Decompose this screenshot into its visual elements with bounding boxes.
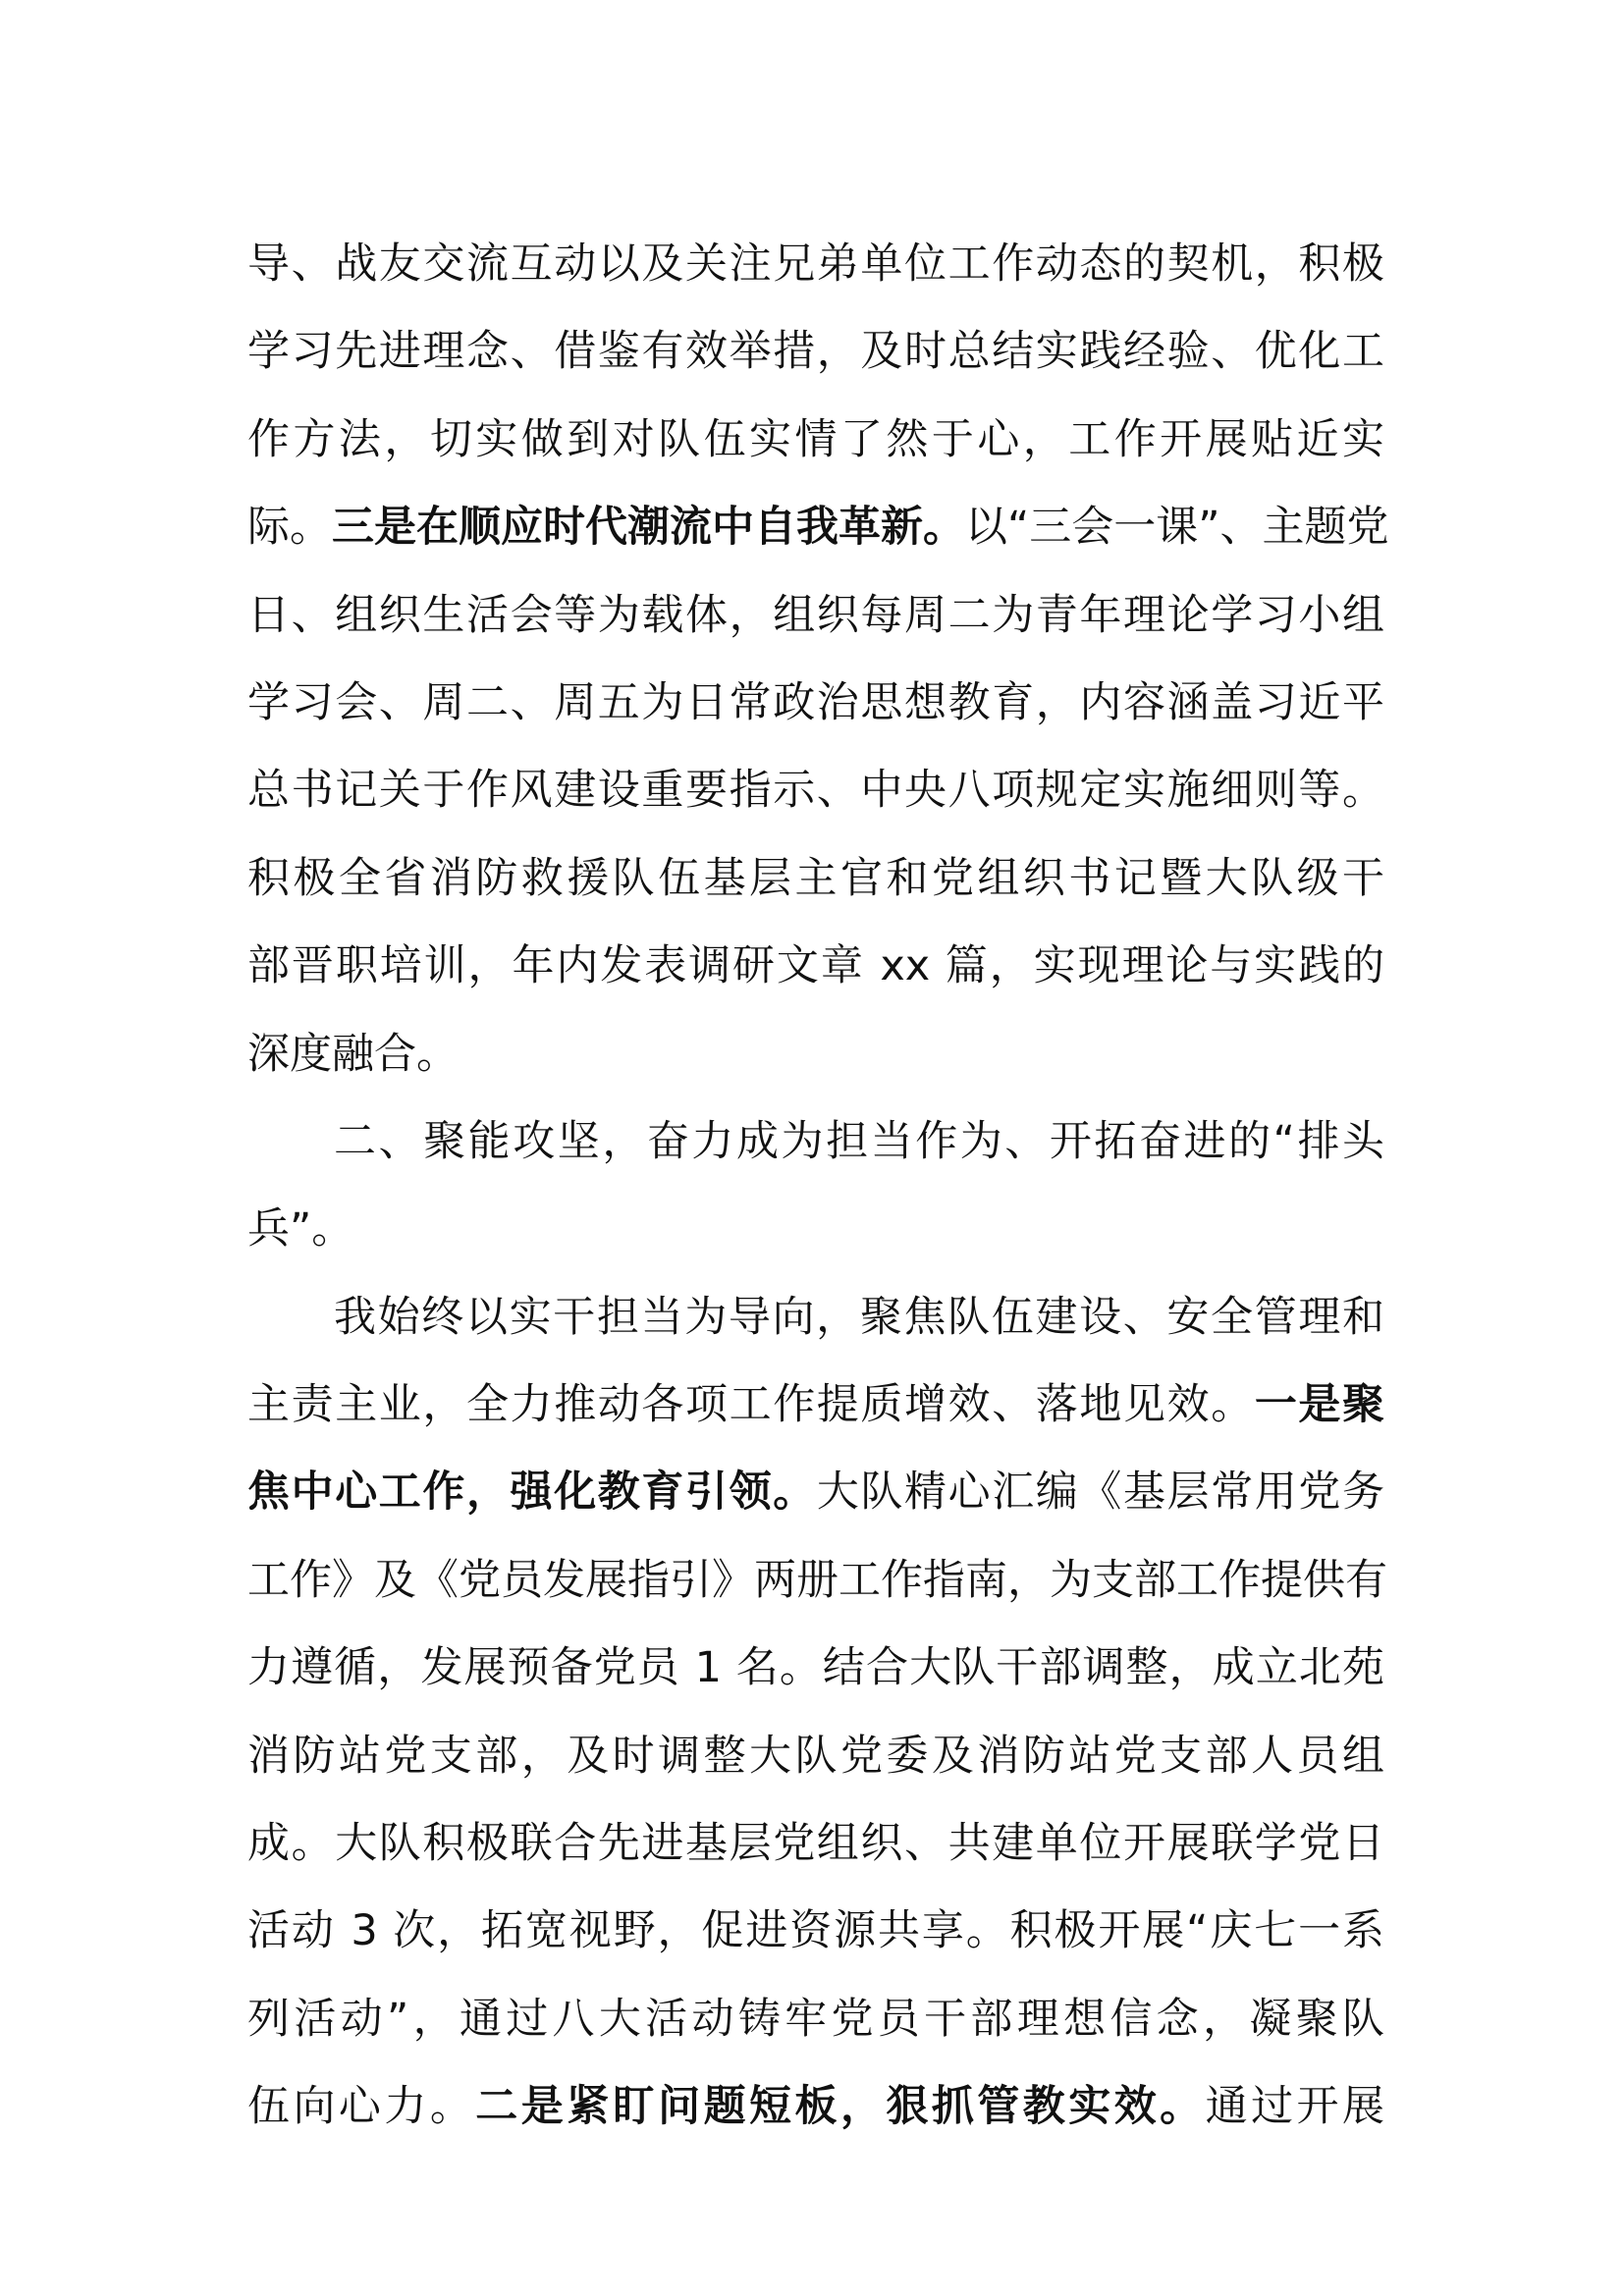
bold-text-run: 焦中心工作，强化教育引领。 [247, 1468, 817, 1518]
text-line [247, 2063, 1384, 2151]
text-line [247, 484, 1389, 571]
text-line [247, 221, 1384, 308]
text-run: 通过开展 [1205, 2082, 1385, 2132]
text-run: 力遵循，发展预备党员 1 名。结合大队干部调整，成立北苑 [247, 1643, 1384, 1693]
text-line [247, 835, 1384, 923]
text-run: 深度融合。 [247, 1029, 459, 1079]
bold-text-run: 三是在顺应时代潮流中自我革新。 [332, 503, 965, 553]
bold-text-run: 二是紧盯问题短板，狠抓管教实效。 [475, 2082, 1206, 2132]
bold-text-run: 一是聚 [1254, 1380, 1385, 1430]
text-line [247, 397, 1384, 484]
text-line [247, 1537, 1387, 1625]
text-line [247, 660, 1384, 747]
text-run: 大队精心汇编《基层常用党务 [816, 1468, 1385, 1518]
text-run: 以“三会一课”、主题党 [965, 503, 1389, 553]
text-line [247, 1274, 1384, 1362]
text-line [247, 1800, 1384, 1888]
text-run: 总书记关于作风建设重要指示、中央八项规定实施细则等。 [247, 766, 1384, 816]
text-line [247, 1449, 1384, 1536]
text-run: 列活动”，通过八大活动铸牢党员干部理想信念，凝聚队 [247, 1994, 1384, 2044]
text-run: 主责主业，全力推动各项工作提质增效、落地见效。 [247, 1380, 1255, 1430]
text-run: 际。 [247, 503, 332, 553]
text-run: 活动 3 次，拓宽视野，促进资源共享。积极开展“庆七一系 [247, 1906, 1384, 1956]
text-run: 学习先进理念、借鉴有效举措，及时总结实践经验、优化工 [247, 327, 1384, 377]
text-line [247, 747, 1384, 834]
text-line [247, 1098, 1384, 1186]
text-run: 伍向心力。 [247, 2082, 476, 2132]
text-line [247, 1713, 1384, 1800]
text-run: 二、聚能攻坚，奋力成为担当作为、开拓奋进的“排头 [334, 1116, 1384, 1166]
text-line [247, 1976, 1384, 2063]
text-run: 积极全省消防救援队伍基层主官和党组织书记暨大队级干 [247, 853, 1384, 903]
text-run: 日、组织生活会等为载体，组织每周二为青年理论学习小组 [247, 590, 1384, 640]
text-run: 部晋职培训，年内发表调研文章 xx 篇，实现理论与实践的 [247, 941, 1384, 991]
document-page [247, 221, 1389, 2152]
text-line [247, 308, 1384, 396]
text-line [247, 1625, 1384, 1712]
text-run: 消防站党支部，及时调整大队党委及消防站党支部人员组 [247, 1731, 1384, 1781]
text-run: 导、战友交流互动以及关注兄弟单位工作动态的契机，积极 [247, 240, 1384, 289]
text-line [247, 1011, 1384, 1098]
text-line [247, 1362, 1384, 1449]
text-line [247, 1888, 1384, 1975]
text-run: 我始终以实干担当为导向，聚焦队伍建设、安全管理和 [334, 1292, 1384, 1342]
text-run: 学习会、周二、周五为日常政治思想教育，内容涵盖习近平 [247, 677, 1384, 727]
text-run: 工作》及《党员发展指引》两册工作指南，为支部工作提供有 [247, 1555, 1387, 1605]
text-line [247, 572, 1384, 660]
text-run: 成。大队积极联合先进基层党组织、共建单位开展联学党日 [247, 1819, 1384, 1869]
text-line [247, 1186, 1384, 1273]
text-run: 兵”。 [247, 1204, 354, 1255]
text-line [247, 923, 1384, 1010]
text-run: 作方法，切实做到对队伍实情了然于心，工作开展贴近实 [247, 414, 1384, 464]
